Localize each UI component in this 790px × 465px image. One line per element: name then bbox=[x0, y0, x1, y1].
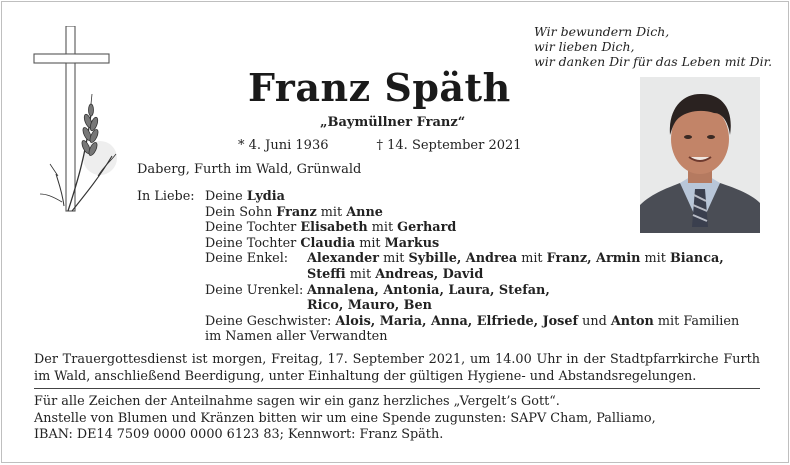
great-grandchildren-label: Deine Urenkel: bbox=[205, 282, 304, 298]
mourner-name: Claudia bbox=[300, 235, 356, 251]
connector-text: mit bbox=[355, 235, 385, 251]
deceased-name: Franz Späth bbox=[248, 65, 511, 110]
service-announcement: Der Trauergottesdienst ist morgen, Freitag, 17. September 2021, um 14.00 Uhr in der Stadtpfarrkirche Furth im Wald, anschließend Beerdigung, unter Einhaltung der gültigen Hygiene- und Abstandsregelungen. bbox=[34, 352, 760, 384]
grandchildren-label: Deine Enkel: bbox=[205, 251, 289, 267]
residence-places: Daberg, Furth im Wald, Grünwald bbox=[137, 162, 362, 177]
mourner-name: Annalena, Antonia, Laura, Stefan, bbox=[307, 282, 550, 298]
obituary-notice bbox=[1, 1, 789, 463]
life-dates bbox=[238, 138, 522, 153]
connector-text: mit bbox=[345, 266, 376, 282]
mourner-row bbox=[137, 236, 739, 252]
mourner-name: Markus bbox=[384, 235, 440, 251]
connector-text: mit bbox=[379, 251, 409, 267]
mourner-name: Bianca, bbox=[669, 251, 724, 267]
great-grandchildren-row bbox=[137, 298, 739, 314]
connector-text: mit bbox=[316, 204, 347, 220]
closing-text: im Namen aller Verwandten bbox=[205, 329, 388, 345]
mourners-list bbox=[137, 189, 739, 345]
quote-line: Wir bewundern Dich, bbox=[534, 24, 670, 39]
connector-text: mit bbox=[367, 220, 398, 236]
grandchildren-row bbox=[137, 251, 739, 267]
death-date: † 14. September 2021 bbox=[376, 138, 522, 153]
cross-icon bbox=[28, 26, 128, 216]
mourner-name: Gerhard bbox=[397, 220, 457, 236]
siblings-label: Deine Geschwister: bbox=[205, 313, 336, 329]
connector-text: mit bbox=[640, 251, 670, 267]
mourner-name: Andreas, David bbox=[375, 266, 484, 282]
mourner-name: Anton bbox=[610, 313, 654, 329]
footer-line: Für alle Zeichen der Anteilnahme sagen wir ein ganz herzliches „Vergelt’s Gott“. bbox=[34, 394, 560, 409]
grandchildren-row bbox=[137, 267, 739, 283]
connector-text: mit bbox=[517, 251, 547, 267]
mourner-row bbox=[137, 220, 739, 236]
relation-text: Deine Tochter bbox=[205, 235, 301, 251]
deceased-nickname: „Baymüllner Franz“ bbox=[320, 115, 466, 130]
relation-text: Dein Sohn bbox=[205, 204, 277, 220]
footer-line: IBAN: DE14 7509 0000 0000 6123 83; Kennwort: Franz Späth. bbox=[34, 427, 444, 443]
quote-line: wir lieben Dich, bbox=[534, 39, 635, 54]
great-grandchildren-row bbox=[137, 283, 739, 299]
mourner-name: Alois, Maria, Anna, Elfriede, Josef bbox=[335, 313, 579, 329]
relation-text: Deine Tochter bbox=[205, 220, 301, 236]
mourner-name: Lydia bbox=[246, 189, 285, 204]
mourner-name: Anne bbox=[346, 204, 383, 220]
mourner-name: Rico, Mauro, Ben bbox=[307, 298, 432, 314]
relation-text: Deine bbox=[205, 189, 247, 204]
mourner-name: Franz bbox=[276, 204, 317, 220]
mourner-row bbox=[137, 189, 739, 205]
mourner-name: Franz, Armin bbox=[546, 251, 641, 267]
closing-row bbox=[137, 329, 739, 345]
thanks-footer bbox=[34, 394, 656, 444]
siblings-row bbox=[137, 314, 739, 330]
memorial-quote bbox=[534, 24, 772, 69]
mourner-name: Alexander bbox=[307, 251, 379, 267]
mourners-label: In Liebe: bbox=[137, 189, 195, 204]
mourner-row bbox=[137, 205, 739, 221]
connector-text: mit Familien bbox=[653, 313, 740, 329]
mourner-name: Elisabeth bbox=[300, 220, 368, 236]
mourner-name: Steffi bbox=[307, 266, 346, 282]
divider bbox=[34, 388, 760, 389]
birth-date: * 4. Juni 1936 bbox=[238, 138, 329, 153]
quote-line: wir danken Dir für das Leben mit Dir. bbox=[534, 54, 773, 69]
connector-text: und bbox=[578, 313, 611, 329]
mourner-name: Sybille, Andrea bbox=[408, 251, 518, 267]
footer-line: Anstelle von Blumen und Kränzen bitten wir um eine Spende zugunsten: SAPV Cham, Palliamo, bbox=[34, 410, 656, 426]
